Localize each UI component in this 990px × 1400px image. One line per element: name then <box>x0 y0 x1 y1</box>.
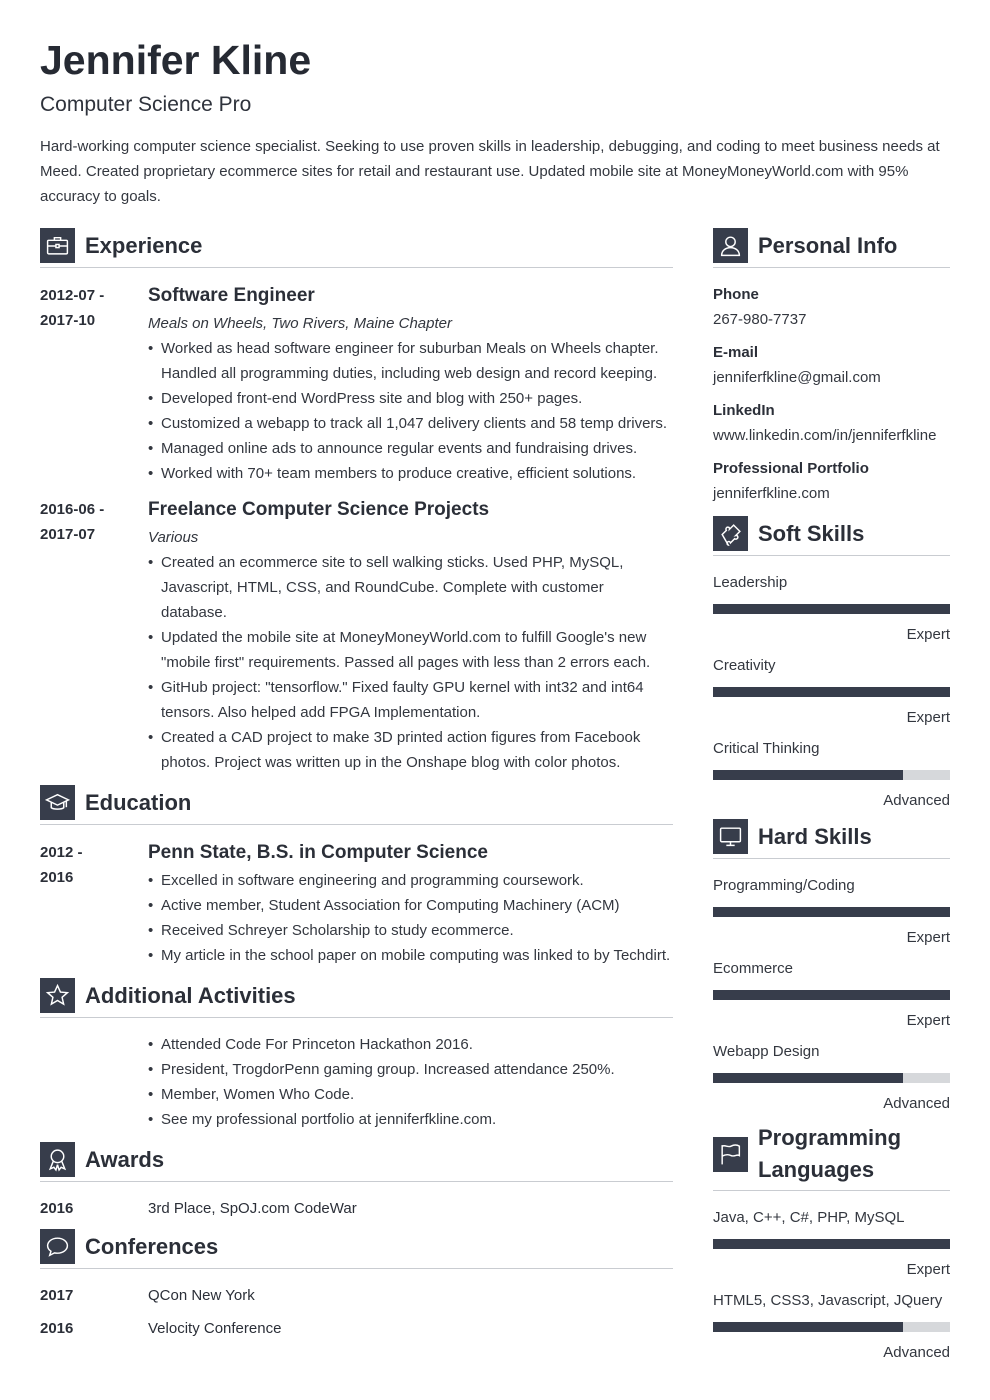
conference-text: QCon New York <box>148 1287 255 1304</box>
skill-level: Expert <box>906 709 950 726</box>
skill-level: Expert <box>906 1261 950 1278</box>
skill-bar <box>713 604 950 614</box>
section-title: Education <box>85 789 192 815</box>
email-value[interactable]: jenniferfkline@gmail.com <box>713 369 881 386</box>
speech-bubble-icon <box>40 1229 75 1264</box>
skill-level: Advanced <box>883 1095 950 1112</box>
skill-bar <box>713 687 950 697</box>
skill-bar <box>713 1073 950 1083</box>
list-item: • Member, Women Who Code. <box>148 1082 673 1107</box>
candidate-title: Computer Science Pro <box>40 93 252 116</box>
list-item: • See my professional portfolio at jenniferfkline.com. <box>148 1107 673 1132</box>
list-item: • Updated the mobile site at MoneyMoneyWorld.com to fulfill Google's new "mobile first" requirements. Passed all pages with less than 2 errors each. <box>148 625 673 675</box>
awards-heading <box>40 1142 673 1182</box>
skill-level: Expert <box>906 929 950 946</box>
candidate-name: Jennifer Kline <box>40 37 312 83</box>
skill-item <box>713 570 950 647</box>
award-row <box>40 1196 673 1221</box>
personal-info-section <box>713 228 950 506</box>
list-item: • Received Schreyer Scholarship to study ecommerce. <box>148 918 673 943</box>
activities-entry <box>40 1032 673 1132</box>
skill-name: Webapp Design <box>713 1043 820 1060</box>
puzzle-icon <box>713 516 748 551</box>
job-title: Freelance Computer Science Projects <box>148 499 490 520</box>
list-item: • Active member, Student Association for Computing Machinery (ACM) <box>148 893 673 918</box>
skill-level: Expert <box>906 1012 950 1029</box>
award-ribbon-icon <box>40 1142 75 1177</box>
hard-skills-section <box>713 819 950 1116</box>
entry-date <box>40 839 148 968</box>
soft-skills-section <box>713 516 950 813</box>
education-entry <box>40 839 673 968</box>
conference-row <box>40 1316 673 1341</box>
portfolio-label: Professional Portfolio <box>713 460 869 477</box>
email-label: E-mail <box>713 344 759 361</box>
star-icon <box>40 978 75 1013</box>
list-item: • Developed front-end WordPress site and blog with 250+ pages. <box>148 386 673 411</box>
bullet-list <box>148 336 673 486</box>
portfolio-value[interactable]: jenniferfkline.com <box>713 485 830 502</box>
skill-bar-fill <box>713 1239 950 1249</box>
section-title <box>758 1122 901 1186</box>
skill-item <box>713 1039 950 1116</box>
resume-header <box>40 36 950 209</box>
skill-bar-fill <box>713 687 950 697</box>
employer: Meals on Wheels, Two Rivers, Maine Chapter <box>148 315 452 332</box>
job-title: Software Engineer <box>148 285 315 306</box>
education-section <box>40 785 673 968</box>
skill-bar <box>713 990 950 1000</box>
skill-bar <box>713 1239 950 1249</box>
activities-section <box>40 978 673 1132</box>
entry-date <box>40 282 148 486</box>
conference-year: 2016 <box>40 1320 74 1337</box>
date-start: 2012 - <box>40 844 83 861</box>
phone-value: 267-980-7737 <box>713 311 807 328</box>
award-year: 2016 <box>40 1200 74 1217</box>
entry-date <box>40 496 148 775</box>
education-heading <box>40 785 673 825</box>
section-title-line: Languages <box>758 1157 875 1182</box>
list-item: • Worked as head software engineer for suburban Meals on Wheels chapter. Handled all programming duties, including web design and record keeping. <box>148 336 673 386</box>
conference-row <box>40 1283 673 1308</box>
skill-bar-fill <box>713 770 903 780</box>
date-end: 2017-10 <box>40 312 96 329</box>
bullet-list <box>148 868 673 968</box>
section-title: Conferences <box>85 1233 219 1259</box>
personal-info-heading <box>713 228 950 268</box>
phone-label: Phone <box>713 286 759 303</box>
skill-name: Java, C++, C#, PHP, MySQL <box>713 1209 905 1226</box>
skill-item <box>713 1288 950 1365</box>
section-title: Personal Info <box>758 232 898 258</box>
skill-bar-fill <box>713 604 950 614</box>
flag-icon <box>713 1137 748 1172</box>
conferences-section <box>40 1229 673 1341</box>
list-item: • Created a CAD project to make 3D printed action figures from Facebook photos. Project was written up in the Onshape blog with color photos. <box>148 725 673 775</box>
skill-bar <box>713 770 950 780</box>
activities-heading <box>40 978 673 1018</box>
experience-section <box>40 228 673 775</box>
person-icon <box>713 228 748 263</box>
date-start: 2012-07 - <box>40 287 105 304</box>
list-item: • GitHub project: "tensorflow." Fixed faulty GPU kernel with int32 and int64 tensors. Also helped add FPGA Implementation. <box>148 675 673 725</box>
skill-name: Leadership <box>713 574 788 591</box>
skill-item <box>713 873 950 950</box>
list-item: • Attended Code For Princeton Hackathon 2016. <box>148 1032 673 1057</box>
conference-text: Velocity Conference <box>148 1320 282 1337</box>
conferences-heading <box>40 1229 673 1269</box>
section-title: Hard Skills <box>758 823 872 849</box>
list-item: • Created an ecommerce site to sell walking sticks. Used PHP, MySQL, Javascript, HTML, CSS, and RoundCube. Complete with customer database. <box>148 550 673 625</box>
hard-skills-heading <box>713 819 950 859</box>
languages-heading <box>713 1122 950 1191</box>
list-item: • President, TrogdorPenn gaming group. Increased attendance 250%. <box>148 1057 673 1082</box>
experience-entry <box>40 282 673 486</box>
degree-title: Penn State, B.S. in Computer Science <box>148 842 488 863</box>
section-title-line: Programming <box>758 1125 902 1150</box>
list-item: • Customized a webapp to track all 1,047 delivery clients and 58 temp drivers. <box>148 411 673 436</box>
skill-bar-fill <box>713 990 950 1000</box>
monitor-icon <box>713 819 748 854</box>
experience-entry <box>40 496 673 775</box>
main-column <box>40 228 673 1349</box>
sidebar-column <box>713 228 950 1371</box>
skill-name: Critical Thinking <box>713 740 820 757</box>
list-item: • Excelled in software engineering and programming coursework. <box>148 868 673 893</box>
section-title: Awards <box>85 1146 165 1172</box>
conference-year: 2017 <box>40 1287 74 1304</box>
section-title: Soft Skills <box>758 520 865 546</box>
skill-item <box>713 1205 950 1282</box>
list-item: • Worked with 70+ team members to produce creative, efficient solutions. <box>148 461 673 486</box>
experience-heading <box>40 228 673 268</box>
soft-skills-heading <box>713 516 950 556</box>
section-title: Additional Activities <box>85 982 296 1008</box>
date-start: 2016-06 - <box>40 501 105 518</box>
skill-item <box>713 653 950 730</box>
skill-name: Ecommerce <box>713 960 794 977</box>
skill-name: Creativity <box>713 657 776 674</box>
skill-bar-fill <box>713 1073 903 1083</box>
languages-section <box>713 1122 950 1365</box>
skill-bar-fill <box>713 907 950 917</box>
summary-paragraph: Hard-working computer science specialist. Seeking to use proven skills in leadership, debugging, and coding to meet business needs at Meed. Created proprietary ecommerce sites for retail and restaurant use. Updated mobile site at MoneyMoneyWorld.com with 95% accuracy to goals. <box>40 138 940 205</box>
briefcase-icon <box>40 228 75 263</box>
skill-bar <box>713 1322 950 1332</box>
employer: Various <box>148 529 199 546</box>
graduation-cap-icon <box>40 785 75 820</box>
skill-bar-fill <box>713 1322 903 1332</box>
bullet-list <box>148 550 673 775</box>
section-title: Experience <box>85 232 203 258</box>
date-end: 2017-07 <box>40 526 96 543</box>
list-item: • My article in the school paper on mobile computing was linked to by Techdirt. <box>148 943 673 968</box>
skill-level: Advanced <box>883 1344 950 1361</box>
skill-level: Advanced <box>883 792 950 809</box>
skill-name: HTML5, CSS3, Javascript, JQuery <box>713 1292 943 1309</box>
linkedin-label: LinkedIn <box>713 402 775 419</box>
skill-level: Expert <box>906 626 950 643</box>
list-item: • Managed online ads to announce regular events and fundraising drives. <box>148 436 673 461</box>
skill-item <box>713 956 950 1033</box>
awards-section <box>40 1142 673 1221</box>
bullet-list <box>148 1032 673 1132</box>
skill-name: Programming/Coding <box>713 877 855 894</box>
skill-bar <box>713 907 950 917</box>
date-end: 2016 <box>40 869 74 886</box>
linkedin-value[interactable]: www.linkedin.com/in/jenniferfkline <box>713 427 937 444</box>
skill-item <box>713 736 950 813</box>
award-text: 3rd Place, SpOJ.com CodeWar <box>148 1200 357 1217</box>
